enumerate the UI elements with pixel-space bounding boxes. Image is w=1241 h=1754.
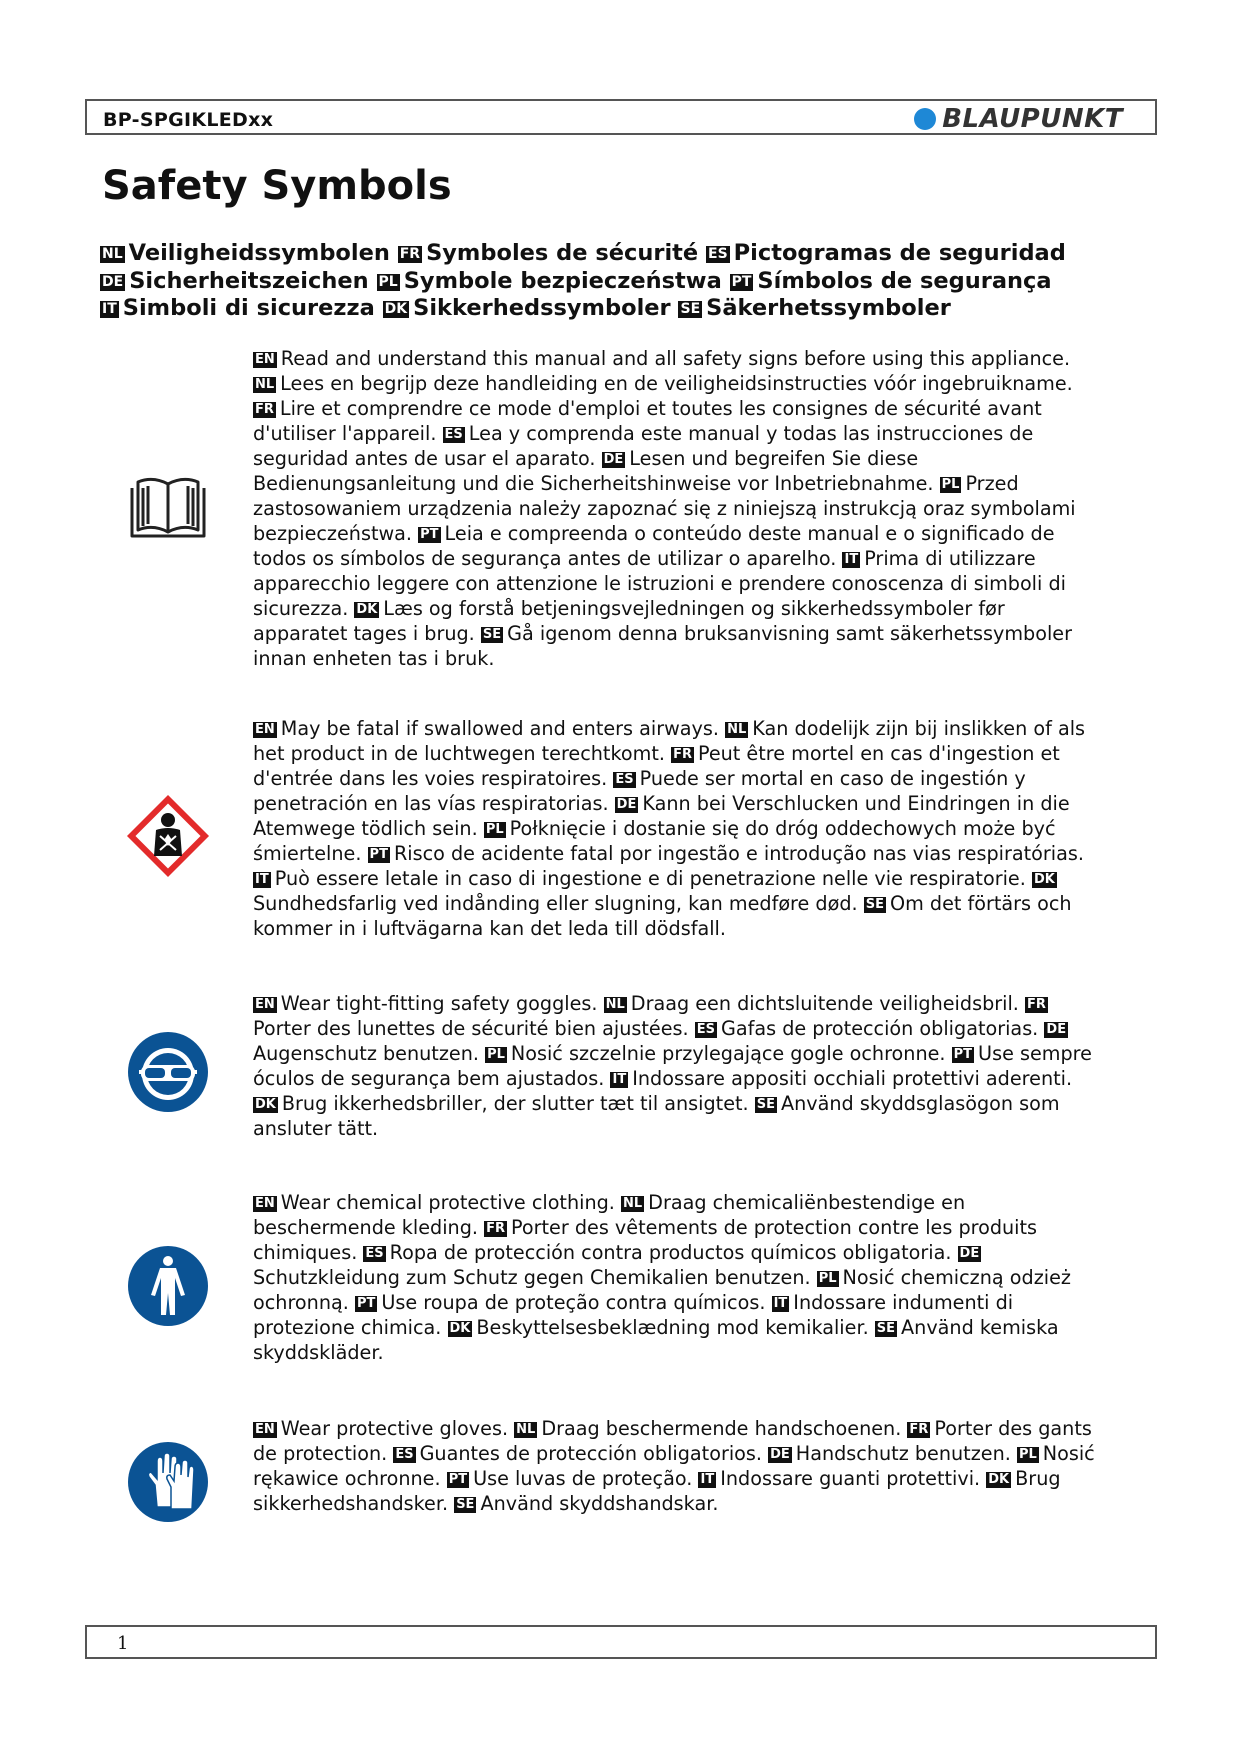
safety-text-it: Indossare appositi occhiali protettivi aderenti. xyxy=(632,1067,1073,1090)
flag-es-icon: ES xyxy=(444,427,463,442)
language-title-row xyxy=(100,268,1066,296)
flag-it-icon: IT xyxy=(773,1296,788,1311)
safety-text-pl: Przed zastosowaniem urządzenia należy zapoznać się z niniejszą instrukcją oraz symbolami bezpieczeństwa. xyxy=(253,472,1076,545)
brand-name: BLAUPUNKT xyxy=(942,104,1123,134)
safety-text-fr: Lire et comprendre ce mode d'emploi et toutes les consignes de sécurité avant d'utiliser l'appareil. xyxy=(253,397,1042,445)
brand-logo xyxy=(914,104,1123,134)
safety-text-en: Wear protective gloves. xyxy=(280,1417,509,1440)
safety-text-pl: Połknięcie i dostanie się do dróg oddechowych może być śmiertelne. xyxy=(253,817,1056,865)
flag-en-icon: EN xyxy=(255,1196,275,1211)
safety-text-fr: Peut être mortel en cas d'ingestion et d'entrée dans les voies respiratoires. xyxy=(253,742,1060,790)
language-title-row xyxy=(100,295,1066,323)
safety-goggles-icon xyxy=(127,1031,209,1113)
flag-dk-icon: DK xyxy=(988,1472,1010,1487)
safety-text-de: Kann bei Verschlucken und Eindringen in die Atemwege tödlich sein. xyxy=(253,792,1070,840)
language-title: Symbole bezpieczeństwa xyxy=(403,267,722,294)
safety-text-de: Schutzkleidung zum Schutz gegen Chemikalien benutzen. xyxy=(253,1266,811,1289)
flag-de-icon: DE xyxy=(603,452,624,467)
safety-text-fr: Porter des vêtements de protection contre les produits chimiques. xyxy=(253,1216,1038,1264)
flag-se-icon: SE xyxy=(876,1321,896,1336)
flag-dk-icon: DK xyxy=(356,602,378,617)
flag-it-icon: IT xyxy=(102,301,117,317)
safety-text-de: Lesen und begreifen Sie diese Bedienungsanleitung und die Sicherheitshinweise vor Inbetriebnahme. xyxy=(253,447,934,495)
safety-section-text xyxy=(253,1416,1103,1516)
safety-text-en: Wear chemical protective clothing. xyxy=(280,1191,615,1214)
safety-text-it: Può essere letale in caso di ingestione e di penetrazione nelle vie respiratorie. xyxy=(274,867,1026,890)
safety-text-de: Augenschutz benutzen. xyxy=(253,1042,479,1065)
flag-de-icon: DE xyxy=(959,1246,980,1261)
flag-es-icon: ES xyxy=(615,772,634,787)
flag-se-icon: SE xyxy=(456,1497,475,1512)
read-manual-icon xyxy=(126,474,210,544)
safety-text-pt: Risco de acidente fatal por ingestão e introdução nas vias respiratórias. xyxy=(393,842,1084,865)
safety-section-text xyxy=(253,991,1103,1141)
flag-fr-icon: FR xyxy=(673,747,692,762)
flag-it-icon: IT xyxy=(255,872,269,887)
flag-de-icon: DE xyxy=(102,273,124,290)
safety-text-dk: Læs og forstå betjeningsvejledningen og sikkerhedssymboler før apparatet tages i brug. xyxy=(253,597,1005,645)
safety-text-es: Gafas de protección obligatorias. xyxy=(720,1017,1039,1040)
language-titles xyxy=(100,240,1066,323)
safety-text-nl: Kan dodelijk zijn bij inslikken of als het product in de luchtwegen terechtkomt. xyxy=(253,717,1086,765)
safety-text-se: Om det förtärs och kommer in i luftvägarna kan det leda till dödsfall. xyxy=(253,892,1072,940)
flag-se-icon: SE xyxy=(865,897,884,912)
safety-text-nl: Draag chemicaliënbestendige en beschermende kleding. xyxy=(253,1191,966,1239)
flag-nl-icon: NL xyxy=(605,997,625,1012)
flag-nl-icon: NL xyxy=(102,246,123,262)
safety-text-fr: Porter des gants de protection. xyxy=(253,1417,1092,1465)
flag-it-icon: IT xyxy=(844,552,859,567)
flag-pl-icon: PL xyxy=(818,1271,837,1286)
flag-nl-icon: NL xyxy=(255,377,275,392)
flag-en-icon: EN xyxy=(255,1422,275,1437)
flag-es-icon: ES xyxy=(365,1246,384,1261)
safety-text-it: Indossare indumenti di protezione chimica. xyxy=(253,1291,1014,1339)
flag-it-icon: IT xyxy=(612,1072,627,1087)
safety-text-en: May be fatal if swallowed and enters airways. xyxy=(280,717,720,740)
flag-pt-icon: PT xyxy=(369,847,388,862)
safety-text-pt: Leia e compreenda o conteúdo deste manual e o significado de todos os símbolos de segurança antes de utilizar o aparelho. xyxy=(253,522,1055,570)
page-footer xyxy=(85,1625,1157,1659)
safety-text-pt: Use luvas de proteção. xyxy=(473,1467,693,1490)
language-title: Sicherheitszeichen xyxy=(129,267,369,294)
page-header xyxy=(85,99,1157,135)
flag-dk-icon: DK xyxy=(255,1097,276,1112)
safety-text-nl: Lees en begrijp deze handleiding en de veiligheidsinstructies vóór ingebruikname. xyxy=(280,372,1073,395)
brand-dot-icon xyxy=(914,108,936,130)
flag-pt-icon: PT xyxy=(356,1296,376,1311)
safety-text-it: Prima di utilizzare apparecchio leggere con attenzione le istruzioni e prendere conoscenza di simboli di sicurezza. xyxy=(253,547,1066,620)
safety-text-es: Ropa de protección contra productos químicos obligatoria. xyxy=(389,1241,952,1264)
flag-se-icon: SE xyxy=(482,627,502,642)
safety-text-pt: Use sempre óculos de segurança bem ajustados. xyxy=(253,1042,1092,1090)
flag-dk-icon: DK xyxy=(1033,872,1055,887)
flag-es-icon: ES xyxy=(696,1022,715,1037)
safety-text-dk: Brug sikkerhedshandsker. xyxy=(253,1467,1061,1515)
flag-dk-icon: DK xyxy=(449,1321,471,1336)
safety-text-es: Lea y comprenda este manual y todas las instrucciones de seguridad antes de usar el aparato. xyxy=(253,422,1034,470)
flag-se-icon: SE xyxy=(680,301,701,317)
flag-de-icon: DE xyxy=(1046,1022,1067,1037)
flag-pl-icon: PL xyxy=(1018,1447,1037,1462)
flag-pt-icon: PT xyxy=(448,1472,468,1487)
flag-it-icon: IT xyxy=(700,1472,715,1487)
flag-pt-icon: PT xyxy=(731,273,752,290)
flag-en-icon: EN xyxy=(255,997,275,1012)
flag-pl-icon: PL xyxy=(487,1047,505,1062)
health-hazard-icon xyxy=(124,792,212,880)
flag-pl-icon: PL xyxy=(941,477,960,492)
page-title: Safety Symbols xyxy=(102,163,452,209)
safety-text-pl: Nosić rękawice ochronne. xyxy=(253,1442,1095,1490)
safety-text-dk: Brug ikkerhedsbriller, der slutter tæt til ansigtet. xyxy=(281,1092,749,1115)
protective-clothing-icon xyxy=(127,1245,209,1327)
safety-text-de: Handschutz benutzen. xyxy=(795,1442,1011,1465)
flag-es-icon: ES xyxy=(708,246,728,262)
flag-pt-icon: PT xyxy=(953,1047,973,1062)
language-title: Säkerhetssymboler xyxy=(706,295,951,321)
safety-text-es: Guantes de protección obligatorios. xyxy=(419,1442,762,1465)
flag-se-icon: SE xyxy=(756,1097,775,1112)
safety-text-en: Wear tight-fitting safety goggles. xyxy=(280,992,598,1015)
model-number: BP-SPGIKLEDxx xyxy=(103,109,274,131)
flag-fr-icon: FR xyxy=(1027,997,1046,1012)
safety-text-se: Använd skyddshandskar. xyxy=(480,1492,719,1515)
flag-fr-icon: FR xyxy=(486,1221,505,1236)
language-title: Symboles de sécurité xyxy=(426,240,699,266)
page-number: 1 xyxy=(117,1633,129,1654)
safety-text-se: Använd kemiska skyddskläder. xyxy=(253,1316,1059,1364)
safety-text-se: Gå igenom denna bruksanvisning samt säkerhetssymboler innan enheten tas i bruk. xyxy=(253,622,1072,670)
safety-section-text xyxy=(253,716,1103,941)
safety-text-dk: Beskyttelsesbeklædning mod kemikalier. xyxy=(476,1316,869,1339)
language-title: Sikkerhedssymboler xyxy=(413,295,671,321)
protective-gloves-icon xyxy=(127,1441,209,1523)
language-title: Símbolos de segurança xyxy=(757,267,1052,294)
flag-fr-icon: FR xyxy=(255,402,274,417)
flag-de-icon: DE xyxy=(770,1447,790,1462)
language-title: Simboli di sicurezza xyxy=(122,295,375,321)
flag-es-icon: ES xyxy=(395,1447,414,1462)
flag-nl-icon: NL xyxy=(727,722,747,737)
safety-text-es: Puede ser mortal en caso de ingestión y penetración en las vías respiratorias. xyxy=(253,767,1026,815)
safety-section-text xyxy=(253,1190,1103,1365)
flag-pt-icon: PT xyxy=(420,527,439,542)
language-title: Pictogramas de seguridad xyxy=(733,240,1066,266)
safety-text-it: Indossare guanti protettivi. xyxy=(720,1467,981,1490)
flag-nl-icon: NL xyxy=(623,1196,643,1211)
flag-pl-icon: PL xyxy=(485,822,504,837)
flag-en-icon: EN xyxy=(255,722,275,737)
language-title-row xyxy=(100,240,1066,268)
safety-text-fr: Porter des lunettes de sécurité bien ajustées. xyxy=(253,1017,689,1040)
flag-en-icon: EN xyxy=(255,352,275,367)
safety-text-en: Read and understand this manual and all safety signs before using this appliance. xyxy=(280,347,1071,370)
safety-text-nl: Draag beschermende handschoenen. xyxy=(541,1417,902,1440)
flag-dk-icon: DK xyxy=(384,301,408,317)
safety-text-pl: Nosić chemiczną odzież ochronną. xyxy=(253,1266,1071,1314)
safety-text-dk: Sundhedsfarlig ved indånding eller slugning, kan medføre død. xyxy=(253,892,858,915)
language-title: Veiligheidssymbolen xyxy=(128,240,390,266)
flag-de-icon: DE xyxy=(616,797,637,812)
flag-pl-icon: PL xyxy=(378,273,398,290)
safety-section-text xyxy=(253,346,1103,671)
safety-text-pl: Nosić szczelnie przylegające gogle ochronne. xyxy=(510,1042,946,1065)
flag-nl-icon: NL xyxy=(516,1422,536,1437)
safety-text-se: Använd skyddsglasögon som ansluter tätt. xyxy=(253,1092,1060,1140)
flag-fr-icon: FR xyxy=(399,246,421,262)
safety-text-nl: Draag een dichtsluitende veiligheidsbril. xyxy=(630,992,1019,1015)
flag-fr-icon: FR xyxy=(909,1422,929,1437)
safety-text-pt: Use roupa de proteção contra químicos. xyxy=(381,1291,766,1314)
